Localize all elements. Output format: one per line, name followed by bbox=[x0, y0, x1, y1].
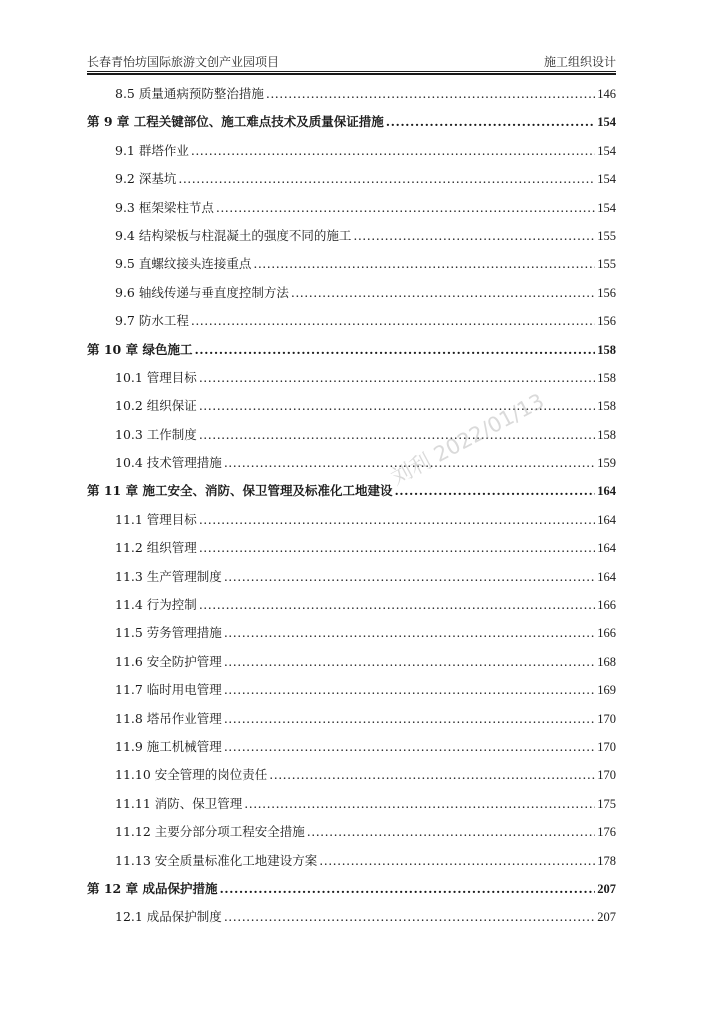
toc-entry-page-number: 154 bbox=[597, 115, 616, 130]
toc-dot-leader bbox=[224, 682, 595, 697]
toc-entry-title: 9.4 结构梁板与柱混凝土的强度不同的施工 bbox=[115, 227, 352, 243]
toc-dot-leader bbox=[194, 342, 595, 357]
toc-entry-page-number: 178 bbox=[597, 853, 616, 868]
toc-section-entry[interactable] bbox=[87, 226, 616, 254]
toc-entry-title: 11.6 安全防护管理 bbox=[115, 653, 222, 669]
toc-section-entry[interactable] bbox=[87, 794, 616, 822]
toc-entry-title: 11.5 劳务管理措施 bbox=[115, 625, 222, 641]
toc-entry-page-number: 169 bbox=[597, 683, 616, 698]
toc-entry-page-number: 158 bbox=[597, 427, 616, 442]
toc-entry-page-number: 155 bbox=[597, 228, 616, 243]
toc-entry-page-number: 146 bbox=[597, 87, 616, 101]
toc-entry-title: 9.5 直螺纹接头连接重点 bbox=[115, 256, 252, 272]
table-of-contents bbox=[87, 84, 616, 936]
toc-chapter-entry[interactable] bbox=[87, 340, 616, 368]
toc-section-entry[interactable] bbox=[87, 680, 616, 708]
page-header bbox=[87, 50, 616, 70]
toc-dot-leader bbox=[244, 796, 595, 811]
toc-entry-title: 9.2 深基坑 bbox=[115, 171, 177, 187]
toc-entry-page-number: 166 bbox=[597, 626, 616, 641]
toc-dot-leader bbox=[219, 881, 595, 896]
toc-entry-title: 9.6 轴线传递与垂直度控制方法 bbox=[115, 284, 289, 300]
toc-entry-page-number: 176 bbox=[597, 825, 616, 840]
toc-dot-leader bbox=[224, 654, 595, 669]
toc-dot-leader bbox=[224, 739, 595, 754]
toc-section-entry[interactable] bbox=[87, 254, 616, 282]
toc-dot-leader bbox=[386, 114, 595, 129]
toc-section-entry[interactable] bbox=[87, 425, 616, 453]
toc-dot-leader bbox=[224, 455, 595, 470]
toc-section-entry[interactable] bbox=[87, 851, 616, 879]
toc-entry-title: 第 12 章 成品保护措施 bbox=[87, 880, 218, 896]
toc-entry-title: 第 9 章 工程关键部位、施工难点技术及质量保证措施 bbox=[87, 114, 384, 130]
header-project-title: 长春青怡坊国际旅游文创产业园项目 bbox=[87, 55, 280, 69]
toc-dot-leader bbox=[353, 228, 595, 243]
toc-dot-leader bbox=[224, 625, 595, 640]
header-rule bbox=[87, 71, 616, 75]
toc-entry-title: 11.1 管理目标 bbox=[115, 511, 197, 527]
toc-dot-leader bbox=[291, 285, 595, 300]
toc-section-entry[interactable] bbox=[87, 595, 616, 623]
header-document-type: 施工组织设计 bbox=[543, 55, 616, 69]
toc-section-entry[interactable] bbox=[87, 169, 616, 197]
toc-entry-title: 10.4 技术管理措施 bbox=[115, 455, 222, 471]
toc-entry-page-number: 166 bbox=[597, 598, 616, 613]
toc-chapter-entry[interactable] bbox=[87, 481, 616, 509]
toc-entry-page-number: 154 bbox=[597, 200, 616, 215]
toc-section-entry[interactable] bbox=[87, 84, 616, 112]
toc-dot-leader bbox=[394, 483, 595, 498]
toc-dot-leader bbox=[224, 711, 595, 726]
toc-entry-title: 10.2 组织保证 bbox=[115, 398, 197, 414]
toc-section-entry[interactable] bbox=[87, 453, 616, 481]
toc-section-entry[interactable] bbox=[87, 567, 616, 595]
toc-section-entry[interactable] bbox=[87, 141, 616, 169]
toc-entry-page-number: 170 bbox=[597, 739, 616, 754]
toc-entry-title: 10.1 管理目标 bbox=[115, 369, 197, 385]
toc-entry-title: 11.3 生产管理制度 bbox=[115, 568, 222, 584]
toc-section-entry[interactable] bbox=[87, 311, 616, 339]
toc-chapter-entry[interactable] bbox=[87, 112, 616, 140]
toc-entry-title: 11.2 组织管理 bbox=[115, 540, 197, 556]
toc-entry-page-number: 170 bbox=[597, 711, 616, 726]
toc-entry-title: 11.8 塔吊作业管理 bbox=[115, 710, 222, 726]
toc-entry-title: 11.4 行为控制 bbox=[115, 597, 197, 613]
toc-section-entry[interactable] bbox=[87, 510, 616, 538]
watermark: 刘利 2022/01/13 bbox=[386, 388, 548, 490]
toc-dot-leader bbox=[216, 200, 595, 215]
toc-entry-title: 11.12 主要分部分项工程安全措施 bbox=[115, 824, 305, 840]
toc-entry-title: 10.3 工作制度 bbox=[115, 426, 197, 442]
toc-entry-page-number: 154 bbox=[597, 143, 616, 158]
toc-entry-page-number: 159 bbox=[597, 456, 616, 471]
toc-dot-leader bbox=[253, 256, 595, 271]
toc-section-entry[interactable] bbox=[87, 396, 616, 424]
toc-entry-title: 11.10 安全管理的岗位责任 bbox=[115, 767, 268, 783]
toc-section-entry[interactable] bbox=[87, 198, 616, 226]
toc-dot-leader bbox=[269, 767, 595, 782]
toc-entry-title: 9.3 框架梁柱节点 bbox=[115, 199, 214, 215]
toc-entry-title: 11.13 安全质量标准化工地建设方案 bbox=[115, 852, 318, 868]
toc-entry-page-number: 168 bbox=[597, 654, 616, 669]
toc-section-entry[interactable] bbox=[87, 652, 616, 680]
toc-entry-page-number: 207 bbox=[597, 910, 616, 925]
toc-entry-page-number: 158 bbox=[597, 399, 616, 414]
toc-entry-title: 11.7 临时用电管理 bbox=[115, 682, 222, 698]
toc-entry-title: 8.5 质量通病预防整治措施 bbox=[115, 86, 264, 101]
toc-section-entry[interactable] bbox=[87, 737, 616, 765]
toc-dot-leader bbox=[191, 313, 595, 328]
toc-dot-leader bbox=[199, 398, 595, 413]
toc-dot-leader bbox=[178, 171, 595, 186]
toc-dot-leader bbox=[307, 824, 595, 839]
toc-dot-leader bbox=[199, 597, 595, 612]
toc-dot-leader bbox=[266, 86, 595, 101]
toc-entry-page-number: 164 bbox=[597, 541, 616, 556]
toc-section-entry[interactable] bbox=[87, 709, 616, 737]
toc-entry-title: 11.9 施工机械管理 bbox=[115, 738, 222, 754]
toc-entry-title: 9.1 群塔作业 bbox=[115, 142, 189, 158]
toc-dot-leader bbox=[224, 909, 595, 924]
toc-entry-page-number: 164 bbox=[597, 512, 616, 527]
toc-section-entry[interactable] bbox=[87, 822, 616, 850]
toc-section-entry[interactable] bbox=[87, 765, 616, 793]
toc-entry-page-number: 154 bbox=[597, 172, 616, 187]
toc-dot-leader bbox=[199, 540, 595, 555]
toc-section-entry[interactable] bbox=[87, 368, 616, 396]
toc-entry-page-number: 170 bbox=[597, 768, 616, 783]
toc-section-entry[interactable] bbox=[87, 283, 616, 311]
toc-entry-title: 第 10 章 绿色施工 bbox=[87, 341, 193, 357]
toc-entry-page-number: 207 bbox=[597, 881, 616, 896]
toc-entry-page-number: 164 bbox=[597, 569, 616, 584]
toc-entry-page-number: 164 bbox=[597, 484, 616, 499]
toc-section-entry[interactable] bbox=[87, 907, 616, 935]
toc-dot-leader bbox=[319, 853, 595, 868]
toc-section-entry[interactable] bbox=[87, 538, 616, 566]
toc-dot-leader bbox=[224, 569, 595, 584]
toc-dot-leader bbox=[199, 370, 595, 385]
toc-entry-page-number: 156 bbox=[597, 285, 616, 300]
toc-dot-leader bbox=[199, 512, 595, 527]
toc-dot-leader bbox=[199, 427, 595, 442]
toc-entry-page-number: 158 bbox=[597, 370, 616, 385]
toc-entry-page-number: 156 bbox=[597, 314, 616, 329]
toc-entry-title: 11.11 消防、保卫管理 bbox=[115, 795, 243, 811]
toc-chapter-entry[interactable] bbox=[87, 879, 616, 907]
toc-section-entry[interactable] bbox=[87, 623, 616, 651]
toc-entry-title: 第 11 章 施工安全、消防、保卫管理及标准化工地建设 bbox=[87, 483, 393, 499]
toc-entry-title: 9.7 防水工程 bbox=[115, 313, 189, 329]
toc-entry-page-number: 155 bbox=[597, 257, 616, 272]
toc-entry-page-number: 158 bbox=[597, 342, 616, 357]
toc-dot-leader bbox=[191, 143, 595, 158]
toc-entry-page-number: 175 bbox=[597, 796, 616, 811]
toc-entry-title: 12.1 成品保护制度 bbox=[115, 909, 222, 925]
